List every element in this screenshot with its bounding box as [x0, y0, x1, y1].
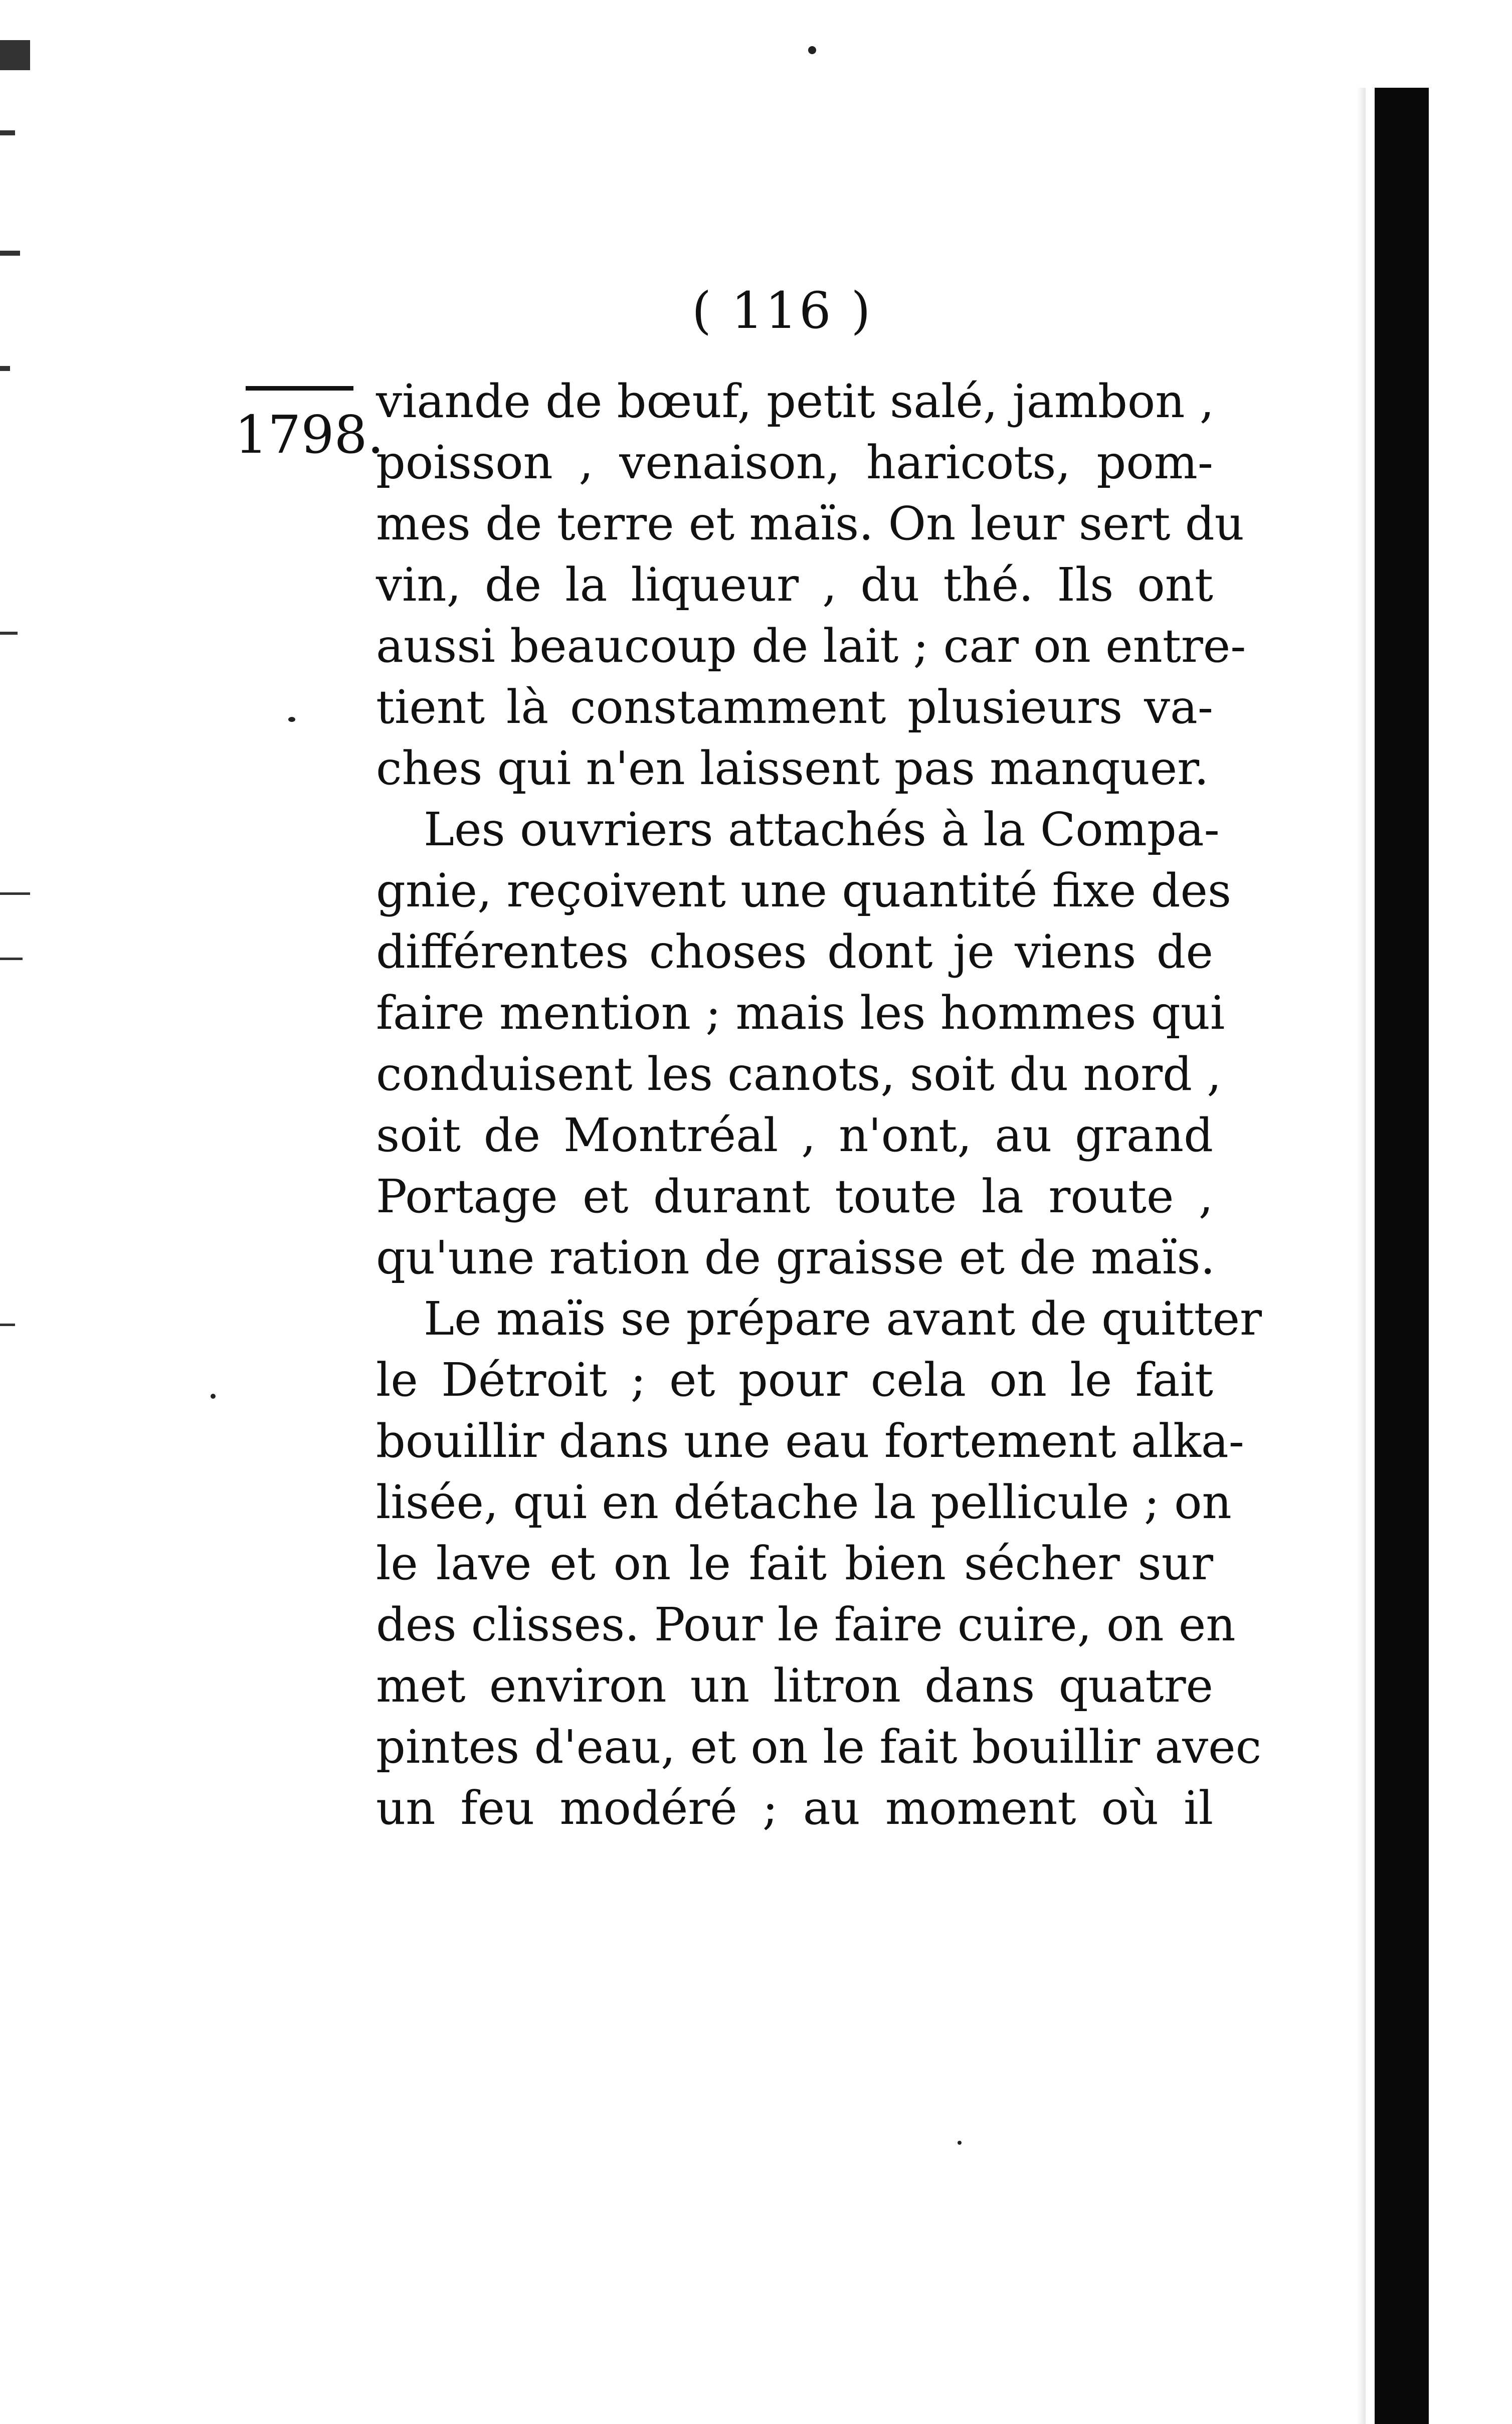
text-line: bouillir dans une eau fortement alka- [376, 1414, 1244, 1468]
ink-speck [211, 1394, 216, 1399]
page-number: ( 116 ) [692, 281, 873, 340]
text-line: aussi beaucoup de lait ; car on entre- [376, 619, 1246, 673]
text-line: Le maïs se prépare avant de quitter [424, 1292, 1262, 1346]
body-text [376, 371, 1262, 1839]
text-line: soit de Montréal , n'ont, au grand [376, 1108, 1213, 1162]
text-line: tient là constamment plusieurs va- [376, 680, 1213, 734]
ink-speck [958, 2141, 962, 2145]
gutter-shadow [1357, 88, 1366, 2424]
text-line: vin, de la liqueur , du thé. Ils ont [376, 558, 1213, 612]
text-line: Portage et durant toute la route , [376, 1170, 1213, 1223]
margin-rule [246, 386, 353, 391]
text-line: un feu modéré ; au moment où il [376, 1781, 1213, 1835]
paragraph-3 [376, 1288, 1262, 1839]
text-line: qu'une ration de graisse et de maïs. [376, 1231, 1215, 1284]
margin-year: 1798. [235, 404, 384, 465]
paragraph-1 [376, 371, 1246, 799]
scan-mark [0, 366, 10, 371]
text-line: lisée, qui en détache la pellicule ; on [376, 1475, 1232, 1529]
text-line: Les ouvriers attachés à la Compa- [424, 803, 1220, 856]
scan-mark [0, 1324, 15, 1326]
text-line: des clisses. Pour le faire cuire, on en [376, 1598, 1236, 1651]
scan-mark [0, 251, 20, 256]
text-line: le lave et on le fait bien sécher sur [376, 1537, 1213, 1590]
text-line: différentes choses dont je viens de [376, 925, 1213, 979]
text-line: faire mention ; mais les hommes qui [376, 986, 1225, 1040]
text-line: mes de terre et maïs. On leur sert du [376, 497, 1244, 550]
ink-speck [288, 717, 295, 722]
scan-mark [0, 892, 30, 895]
scan-edge-noise [0, 40, 35, 1594]
text-line: poisson , venaison, haricots, pom- [376, 436, 1213, 489]
text-line: ches qui n'en laissent pas manquer. [376, 741, 1209, 795]
text-line: viande de bœuf, petit salé, jambon , [376, 375, 1215, 428]
text-line: gnie, reçoivent une quantité fixe des [376, 864, 1232, 917]
binding-edge [1375, 88, 1429, 2424]
scan-mark [0, 632, 18, 635]
text-line: le Détroit ; et pour cela on le fait [376, 1353, 1213, 1407]
text-line: pintes d'eau, et on le fait bouillir avec [376, 1720, 1262, 1774]
scan-mark [0, 130, 15, 135]
paragraph-2 [376, 799, 1232, 1288]
text-line: conduisent les canots, soit du nord , [376, 1047, 1222, 1101]
scan-mark [0, 958, 23, 960]
text-line: met environ un litron dans quatre [376, 1659, 1213, 1713]
ink-speck [808, 46, 816, 54]
scan-mark [0, 40, 30, 70]
